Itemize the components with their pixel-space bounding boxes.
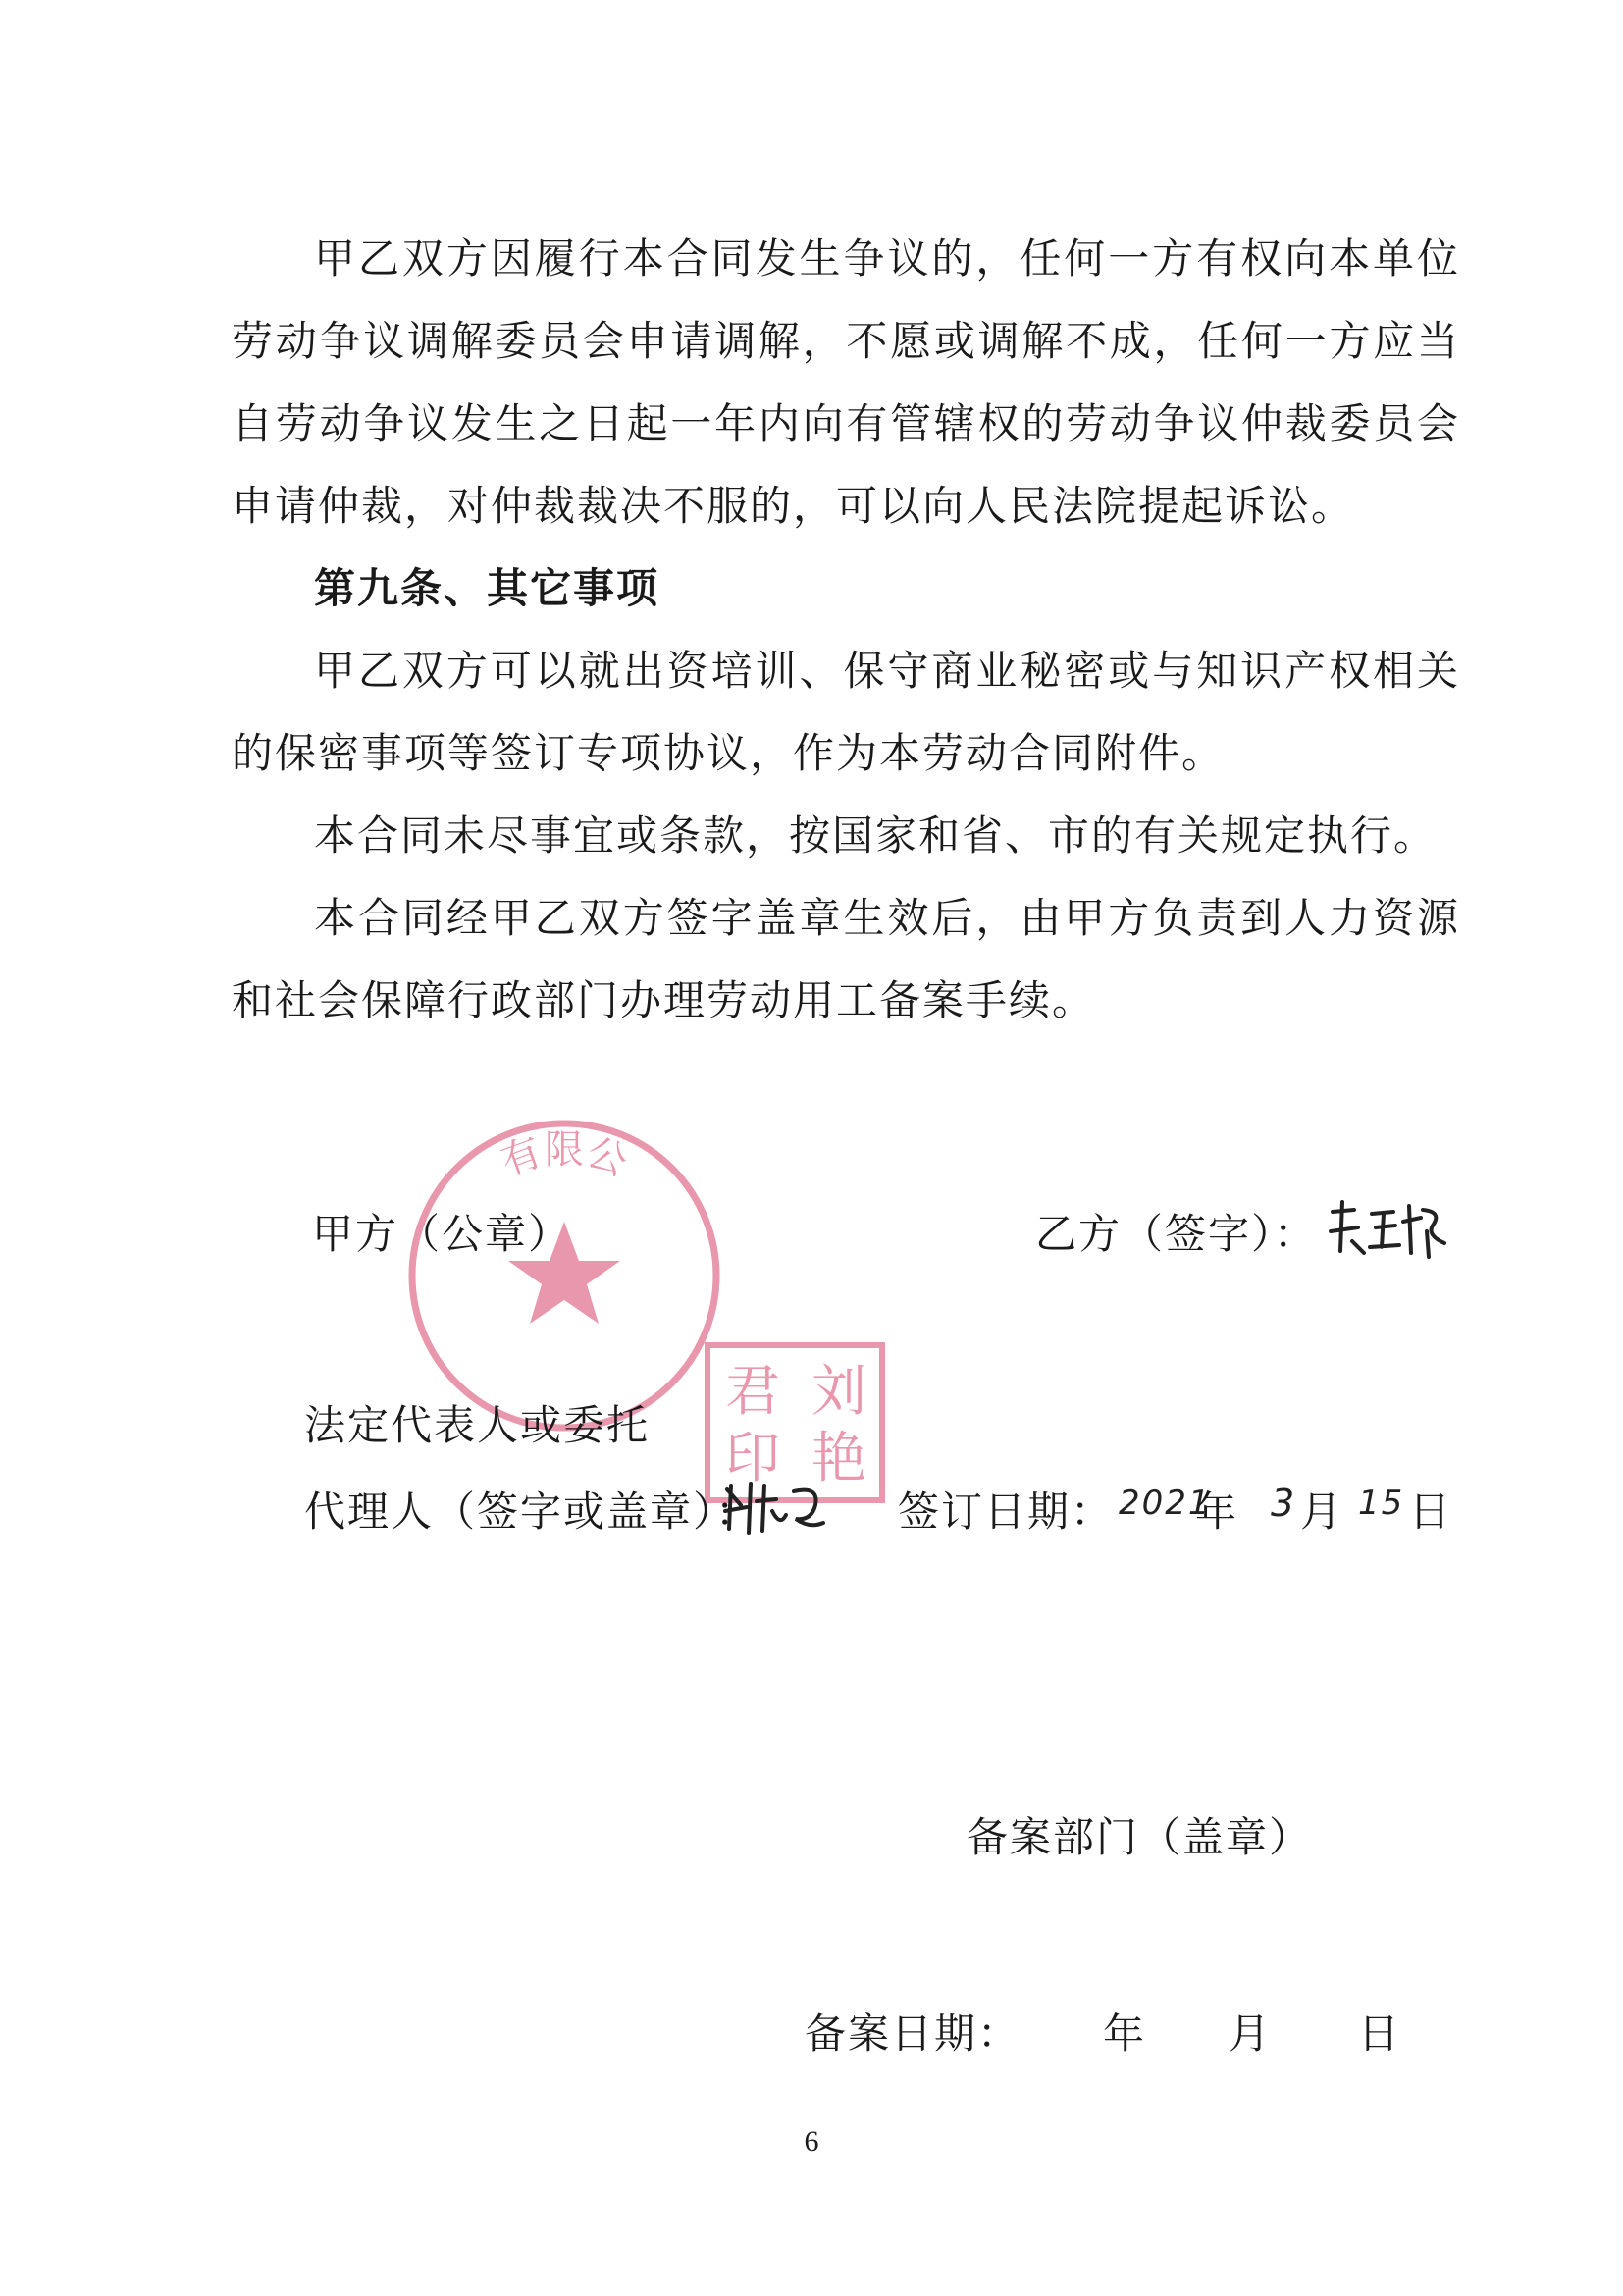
filing-month-char: 月: [1229, 2009, 1273, 2058]
party-a-label: 甲方（公章）: [312, 1210, 572, 1258]
filing-day-char: 日: [1358, 2009, 1402, 2058]
seal-char-2: 艳: [812, 1427, 866, 1490]
sign-month-char: 月: [1300, 1487, 1344, 1536]
unresolved-matters-paragraph: 本合同未尽事宜或条款，按国家和省、市的有关规定执行。: [314, 811, 1438, 860]
page-number: 6: [804, 2125, 819, 2158]
sign-year-value: 2021: [1119, 1484, 1212, 1523]
seal-char-3: 君: [725, 1360, 780, 1424]
company-seal: [402, 1114, 726, 1437]
legal-rep-signature: [721, 1472, 829, 1540]
svg-text:有限公: [496, 1127, 634, 1185]
filing-year-char: 年: [1103, 2009, 1147, 2058]
article-9-heading: 第九条、其它事项: [314, 564, 660, 612]
filing-procedure-paragraph: 本合同经甲乙双方签字盖章生效后，由甲方负责到人力资源和社会保障行政部门办理劳动用工备案手续。: [232, 894, 1460, 1024]
seal-arc-text: 有限公: [495, 1126, 634, 1186]
seal-char-1: 刘: [812, 1360, 866, 1424]
party-b-signature: [1325, 1192, 1452, 1261]
legal-rep-label-line1: 法定代表人或委托: [304, 1401, 651, 1449]
sign-date-label: 签订日期：: [898, 1487, 1115, 1536]
legal-rep-label-line2: 代理人（签字或盖章）：: [304, 1487, 759, 1536]
contract-body: [232, 218, 1460, 1042]
sign-month-value: 3: [1271, 1482, 1297, 1525]
party-b-label: 乙方（签字）：: [1035, 1210, 1318, 1258]
seal-char-4: 印: [725, 1427, 780, 1490]
filing-dept-label: 备案部门（盖章）: [967, 1813, 1313, 1861]
sign-day-value: 15: [1358, 1484, 1405, 1523]
sign-day-char: 日: [1409, 1487, 1453, 1536]
dispute-paragraph: 甲乙双方因履行本合同发生争议的，任何一方有权向本单位劳动争议调解委员会申请调解，不愿或调解不成，任何一方应当自劳动争议发生之日起一年内向有管辖权的劳动争议仲裁委员会申请仲裁，对仲裁裁决不服的，可以向人民法院提起诉讼。: [232, 235, 1460, 530]
confidentiality-paragraph: 甲乙双方可以就出资培训、保守商业秘密或与知识产权相关的保密事项等签订专项协议，作为本劳动合同附件。: [232, 647, 1460, 777]
sign-year-char: 年: [1195, 1487, 1239, 1536]
filing-date-label: 备案日期：: [805, 2009, 1021, 2058]
